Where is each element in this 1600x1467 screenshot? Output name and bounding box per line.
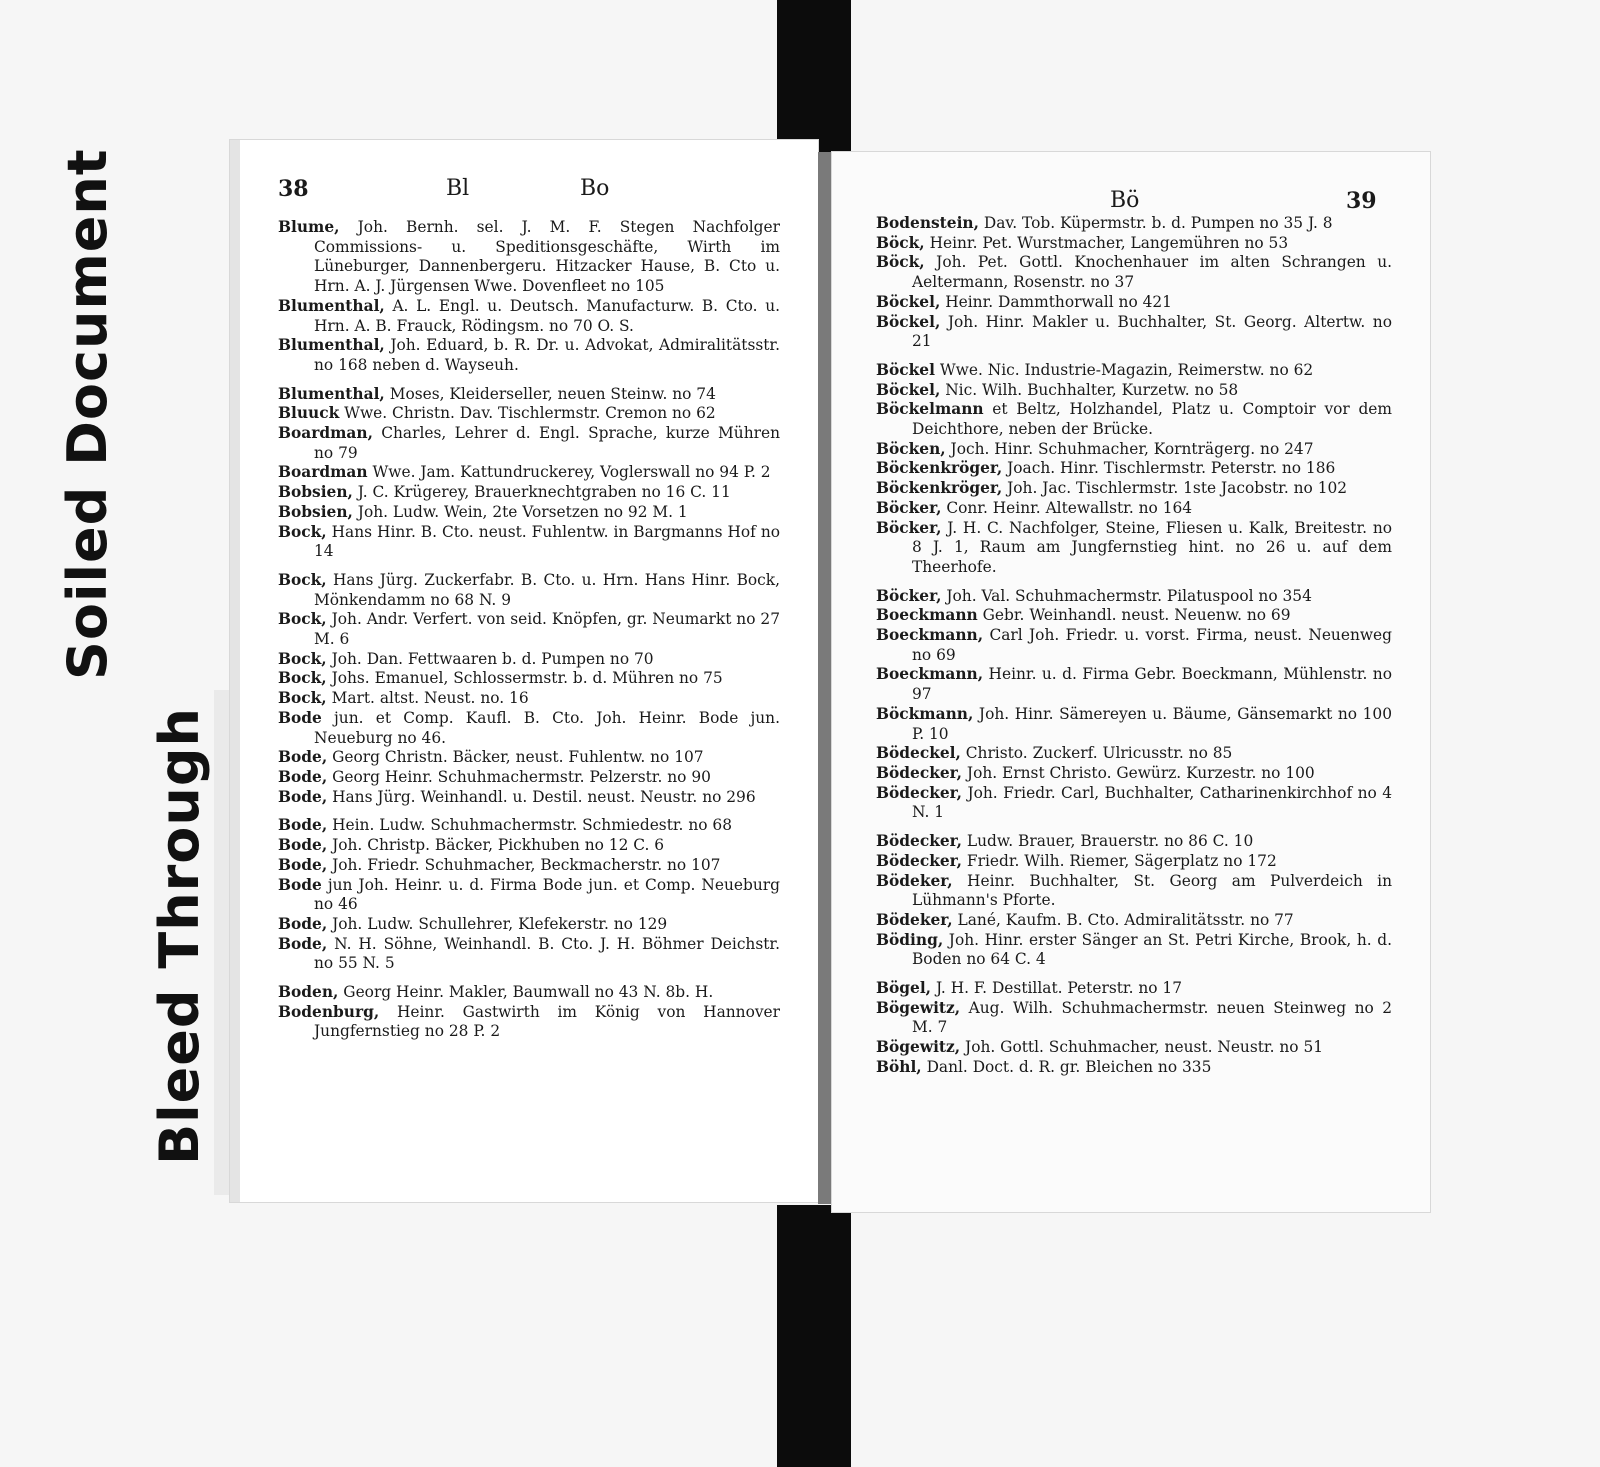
- entry-details: Joh. Christp. Bäcker, Pickhuben no 12 C. 6: [327, 836, 665, 855]
- directory-entry: [278, 610, 780, 649]
- entry-name: Böckelmann: [876, 400, 984, 419]
- entry-details: Wwe. Jam. Kattundruckerey, Voglerswall no 94 P. 2: [367, 463, 771, 482]
- entry-name: Blumenthal,: [278, 296, 385, 315]
- entry-details: Dav. Tob. Küpermstr. b. d. Pumpen no 35 J. 8: [978, 214, 1333, 232]
- entry-name: Bögewitz,: [876, 1038, 961, 1057]
- entry-details: Hans Jürg. Weinhandl. u. Destil. neust. Neustr. no 296: [327, 787, 756, 806]
- entry-name: Blumenthal,: [278, 336, 385, 355]
- entry-details: Joh. Hinr. erster Sänger an St. Petri Kirche, Brook, h. d. Boden no 64 C. 4: [912, 930, 1392, 969]
- entry-name: Bödeker,: [876, 871, 953, 890]
- entry-details: Joh. Ludw. Wein, 2te Vorsetzen no 92 M. 1: [352, 502, 688, 521]
- directory-entry: [876, 979, 1392, 999]
- entry-name: Bock,: [278, 689, 327, 708]
- running-head: Bl: [446, 176, 470, 201]
- entry-details: Charles, Lehrer d. Engl. Sprache, kurze Mühren no 79: [314, 424, 780, 462]
- entry-details: Joh. Dan. Fettwaaren b. d. Pumpen no 70: [326, 649, 654, 668]
- directory-entry: [278, 424, 780, 463]
- entry-name: Bodenburg,: [278, 1002, 380, 1021]
- entry-details: Aug. Wilh. Schuhmachermstr. neuen Steinweg no 2 M. 7: [912, 998, 1392, 1037]
- entry-details: Joh. Ludw. Schullehrer, Klefekerstr. no 129: [327, 914, 668, 933]
- running-head: Bö: [1110, 188, 1140, 213]
- directory-entry: [876, 234, 1392, 254]
- directory-entry: [876, 519, 1392, 578]
- directory-entry: [876, 253, 1392, 292]
- directory-entry: [278, 709, 780, 748]
- entry-details: jun Joh. Heinr. u. d. Firma Bode jun. et Comp. Neueburg no 46: [314, 875, 780, 914]
- entry-details: et Beltz, Holzhandel, Platz u. Comptoir vor dem Deichthore, neben der Brücke.: [912, 400, 1392, 439]
- entry-details: Danl. Doct. d. R. gr. Bleichen no 335: [921, 1057, 1212, 1076]
- entry-details: jun. et Comp. Kaufl. B. Cto. Joh. Heinr. Bode jun. Neueburg no 46.: [314, 708, 780, 747]
- page-number: 38: [278, 176, 309, 202]
- directory-entry: [278, 483, 780, 503]
- entry-details: Joh. Bernh. sel. J. M. F. Stegen Nachfolger Commissions- u. Speditionsgeschäfte, Wirth im Lüneburger, Dannenbergeru. Hitzacker Hause, B. Cto u. Hrn. A. J. Jürgensen Wwe. Dovenfleet no 105: [314, 218, 780, 296]
- entry-details: Joh. Friedr. Carl, Buchhalter, Catharinenkirchhof no 4 N. 1: [912, 783, 1392, 822]
- directory-entry: [278, 385, 780, 405]
- entry-name: Boeckmann: [876, 606, 978, 625]
- entry-name: Blume,: [278, 218, 340, 236]
- entry-details: Joach. Hinr. Tischlermstr. Peterstr. no 186: [1002, 459, 1336, 478]
- entry-name: Böckmann,: [876, 704, 974, 723]
- entry-details: Hans Jürg. Zuckerfabr. B. Cto. u. Hrn. Hans Hinr. Bock, Mönkendamm no 68 N. 9: [314, 570, 780, 609]
- entry-name: Böckel: [876, 360, 935, 379]
- directory-entry: [876, 1058, 1392, 1078]
- entry-details: Nic. Wilh. Buchhalter, Kurzetw. no 58: [940, 380, 1239, 399]
- directory-entry: [876, 606, 1392, 626]
- running-head: Bo: [580, 176, 610, 201]
- entry-name: Blumenthal,: [278, 384, 385, 403]
- directory-entry: [278, 915, 780, 935]
- entry-details: Moses, Kleiderseller, neuen Steinw. no 74: [384, 384, 716, 403]
- entry-name: Böckel,: [876, 312, 941, 331]
- entry-details: Carl Joh. Friedr. u. vorst. Firma, neust. Neuenweg no 69: [912, 626, 1392, 664]
- directory-entry: [876, 872, 1392, 911]
- entry-name: Bode,: [278, 816, 328, 835]
- entry-details: Johs. Emanuel, Schlossermstr. b. d. Mühren no 75: [326, 669, 723, 688]
- directory-entry: [876, 293, 1392, 313]
- directory-entry: [876, 214, 1392, 234]
- directory-entry: [876, 499, 1392, 519]
- entry-details: Joh. Friedr. Schuhmacher, Beckmacherstr. no 107: [327, 855, 721, 874]
- entry-name: Böckenkröger,: [876, 459, 1003, 478]
- entry-name: Bode: [278, 708, 322, 727]
- entry-name: Böcken,: [876, 439, 946, 458]
- directory-entry: [876, 381, 1392, 401]
- entry-name: Bock,: [278, 669, 327, 688]
- directory-entry: [876, 459, 1392, 479]
- directory-entry: [876, 705, 1392, 744]
- entry-details: Joh. Gottl. Schuhmacher, neust. Neustr. no 51: [960, 1038, 1324, 1057]
- bleed-through-label: Bleed Through: [148, 707, 211, 1165]
- page-edge: [230, 140, 240, 1202]
- entry-details: A. L. Engl. u. Deutsch. Manufacturw. B. Cto. u. Hrn. A. B. Frauck, Rödingsm. no 70 O. S.: [314, 296, 780, 335]
- directory-entry: [278, 218, 780, 297]
- entry-name: Bock,: [278, 522, 327, 541]
- right-page: [832, 152, 1430, 1212]
- entry-details: Heinr. Pet. Wurstmacher, Langemühren no 53: [924, 233, 1289, 252]
- entry-name: Bode,: [278, 767, 328, 786]
- entry-name: Bock,: [278, 649, 327, 668]
- directory-entry: [876, 744, 1392, 764]
- entry-details: Christo. Zuckerf. Ulricusstr. no 85: [960, 744, 1233, 763]
- directory-entry: [876, 361, 1392, 381]
- directory-entry: [876, 313, 1392, 352]
- directory-entries: [278, 218, 780, 1042]
- entry-name: Böcker,: [876, 498, 942, 517]
- left-page-header: [230, 176, 818, 206]
- directory-entry: [278, 983, 780, 1003]
- directory-entry: [876, 999, 1392, 1038]
- directory-entry: [876, 440, 1392, 460]
- entry-details: J. C. Krügerey, Brauerknechtgraben no 16 C. 11: [352, 483, 731, 502]
- entry-details: Hans Hinr. B. Cto. neust. Fuhlentw. in Bargmanns Hof no 14: [314, 522, 780, 561]
- entry-name: Bögel,: [876, 979, 932, 998]
- entry-details: J. H. C. Nachfolger, Steine, Fliesen u. Kalk, Breitestr. no 8 J. 1, Raum am Jungfernstieg hint. no 26 u. auf dem Theerhofe.: [912, 518, 1392, 576]
- entry-name: Böckenkröger,: [876, 479, 1003, 498]
- entry-name: Böding,: [876, 930, 944, 949]
- entry-name: Bödeker,: [876, 910, 953, 929]
- entry-name: Bödecker,: [876, 763, 963, 782]
- entry-details: Joh. Ernst Christo. Gewürz. Kurzestr. no 100: [962, 763, 1315, 782]
- entry-details: Heinr. Dammthorwall no 421: [940, 292, 1172, 311]
- entry-name: Bodenstein,: [876, 214, 979, 232]
- entry-name: Böcker,: [876, 586, 942, 605]
- directory-entry: [876, 479, 1392, 499]
- entry-name: Boeckmann,: [876, 665, 984, 684]
- entry-name: Boeckmann,: [876, 626, 984, 645]
- entry-name: Bögewitz,: [876, 998, 961, 1017]
- entry-name: Bode,: [278, 836, 328, 855]
- directory-entry: [876, 832, 1392, 852]
- entry-details: Mart. altst. Neust. no. 16: [326, 689, 529, 708]
- entry-details: Heinr. Gastwirth im König von Hannover Jungfernstieg no 28 P. 2: [314, 1002, 780, 1041]
- directory-entry: [876, 587, 1392, 607]
- directory-entry: [278, 650, 780, 670]
- entry-name: Böhl,: [876, 1057, 922, 1076]
- entry-details: Joh. Jac. Tischlermstr. 1ste Jacobstr. no 102: [1002, 479, 1348, 498]
- directory-entry: [278, 297, 780, 336]
- entry-details: Gebr. Weinhandl. neust. Neuenw. no 69: [977, 606, 1291, 625]
- entry-details: Wwe. Christn. Dav. Tischlermstr. Cremon no 62: [339, 404, 716, 423]
- entry-name: Böcker,: [876, 518, 942, 537]
- entry-name: Bödeckel,: [876, 744, 961, 763]
- entry-name: Bobsien,: [278, 502, 353, 521]
- entry-name: Boardman,: [278, 424, 373, 443]
- entry-details: J. H. F. Destillat. Peterstr. no 17: [931, 979, 1183, 998]
- entry-details: Heinr. Buchhalter, St. Georg am Pulverdeich in Lühmann's Pforte.: [912, 871, 1392, 910]
- entry-details: Friedr. Wilh. Riemer, Sägerplatz no 172: [962, 851, 1277, 870]
- directory-entry: [278, 816, 780, 836]
- directory-entry: [278, 503, 780, 523]
- entry-details: Ludw. Brauer, Brauerstr. no 86 C. 10: [962, 832, 1254, 851]
- soiled-document-label: Soiled Document: [56, 148, 119, 680]
- entry-name: Böck,: [876, 253, 925, 272]
- entry-name: Bobsien,: [278, 483, 353, 502]
- entry-name: Boden,: [278, 983, 339, 1002]
- entry-name: Böckel,: [876, 292, 941, 311]
- entry-details: Wwe. Nic. Industrie-Magazin, Reimerstw. no 62: [934, 360, 1314, 379]
- entry-name: Bödecker,: [876, 851, 963, 870]
- entry-details: Joh. Val. Schuhmachermstr. Pilatuspool no 354: [941, 586, 1312, 605]
- binding-bar-bottom: [777, 1205, 851, 1467]
- directory-entry: [876, 911, 1392, 931]
- directory-entry: [278, 836, 780, 856]
- directory-entry: [278, 463, 780, 483]
- directory-entry: [876, 1038, 1392, 1058]
- entry-details: N. H. Söhne, Weinhandl. B. Cto. J. H. Böhmer Deichstr. no 55 N. 5: [314, 934, 780, 973]
- entry-details: Georg Christn. Bäcker, neust. Fuhlentw. no 107: [327, 748, 704, 767]
- entry-details: Georg Heinr. Schuhmachermstr. Pelzerstr. no 90: [327, 767, 711, 786]
- entry-name: Bode: [278, 875, 322, 894]
- entry-details: Joch. Hinr. Schuhmacher, Kornträgerg. no 247: [945, 439, 1314, 458]
- entry-name: Bode,: [278, 914, 328, 933]
- directory-entry: [876, 626, 1392, 665]
- directory-entry: [278, 669, 780, 689]
- directory-entry: [278, 856, 780, 876]
- directory-entry: [278, 689, 780, 709]
- book-gutter: [818, 152, 832, 1204]
- directory-entry: [278, 768, 780, 788]
- entry-details: Joh. Hinr. Sämereyen u. Bäume, Gänsemarkt no 100 P. 10: [912, 704, 1392, 743]
- directory-entries: [876, 214, 1392, 1078]
- entry-details: Joh. Eduard, b. R. Dr. u. Advokat, Admiralitätsstr. no 168 neben d. Wayseuh.: [314, 336, 780, 374]
- directory-entry: [876, 764, 1392, 784]
- entry-name: Bock,: [278, 570, 327, 589]
- entry-name: Böck,: [876, 233, 925, 252]
- entry-name: Bode,: [278, 748, 328, 767]
- directory-entry: [278, 1003, 780, 1042]
- entry-name: Bluuck: [278, 404, 340, 423]
- directory-entry: [278, 404, 780, 424]
- directory-entry: [876, 784, 1392, 823]
- directory-entry: [876, 931, 1392, 970]
- directory-entry: [278, 571, 780, 610]
- entry-name: Böckel,: [876, 380, 941, 399]
- entry-details: Joh. Hinr. Makler u. Buchhalter, St. Georg. Altertw. no 21: [912, 312, 1392, 351]
- entry-details: Conr. Heinr. Altewallstr. no 164: [941, 498, 1193, 517]
- entry-details: Lané, Kaufm. B. Cto. Admiralitätsstr. no 77: [952, 910, 1294, 929]
- directory-entry: [278, 336, 780, 375]
- binding-bar-top: [777, 0, 851, 155]
- entry-details: Joh. Andr. Verfert. von seid. Knöpfen, gr. Neumarkt no 27 M. 6: [314, 610, 780, 649]
- entry-name: Bode,: [278, 934, 328, 953]
- page-number: 39: [1346, 188, 1377, 214]
- entry-details: Joh. Pet. Gottl. Knochenhauer im alten Schrangen u. Aeltermann, Rosenstr. no 37: [912, 253, 1392, 292]
- directory-entry: [876, 400, 1392, 439]
- directory-entry: [278, 748, 780, 768]
- entry-details: Heinr. u. d. Firma Gebr. Boeckmann, Mühlenstr. no 97: [912, 665, 1392, 704]
- directory-entry: [278, 788, 780, 808]
- directory-entry: [876, 852, 1392, 872]
- entry-name: Bock,: [278, 610, 327, 629]
- entry-details: Hein. Ludw. Schuhmachermstr. Schmiedestr. no 68: [327, 816, 732, 835]
- directory-entry: [278, 523, 780, 562]
- entry-name: Bödecker,: [876, 832, 963, 851]
- entry-name: Bode,: [278, 855, 328, 874]
- entry-name: Boardman: [278, 463, 368, 482]
- entry-name: Bödecker,: [876, 783, 963, 802]
- directory-entry: [278, 935, 780, 974]
- directory-entry: [278, 876, 780, 915]
- left-page: [230, 140, 818, 1202]
- directory-entry: [876, 665, 1392, 704]
- entry-name: Bode,: [278, 787, 328, 806]
- entry-details: Georg Heinr. Makler, Baumwall no 43 N. 8b. H.: [338, 983, 714, 1002]
